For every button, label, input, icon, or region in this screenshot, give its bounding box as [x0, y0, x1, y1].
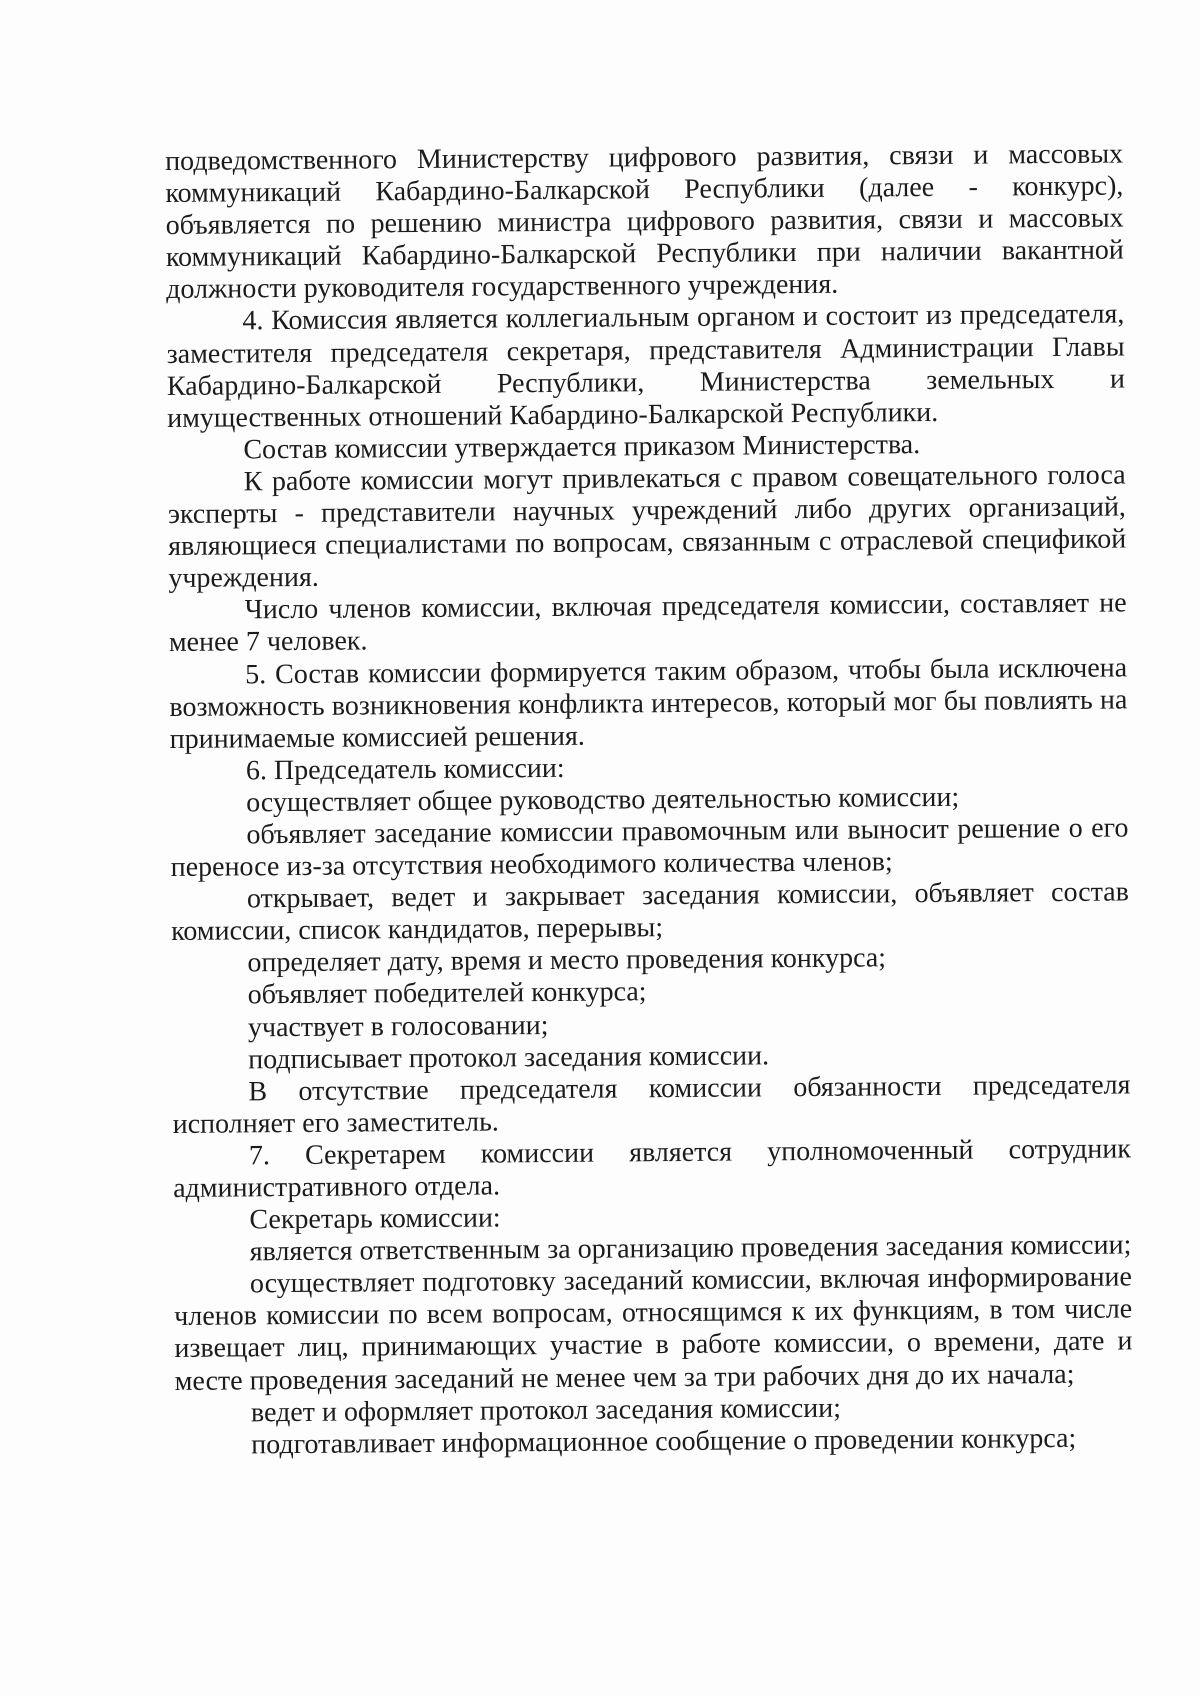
- paragraph-secretary-duty-3: ведет и оформляет протокол заседания комиссии;: [250, 1392, 842, 1429]
- paragraph-experts: К работе комиссии могут привлекаться с правом совещательного голоса эксперты - представители научных учреждений либо других организаций, являющиеся специалистами по вопросам, связанным с отраслевой спецификой учреждения.: [167, 459, 1127, 595]
- paragraph-chair-duty-6: участвует в голосовании;: [247, 1009, 549, 1043]
- paragraph-chair-duty-5: объявляет победителей конкурса;: [247, 976, 647, 1011]
- paragraph-secretary-duty-1: является ответственным за организацию проведения заседания комиссии;: [249, 1229, 1132, 1268]
- paragraph-secretary-duty-2: осуществляет подготовку заседаний комиссии, включая информирование членов комиссии по всем вопросам, относящимся к их функциям, в том числе извещает лиц, принимающих участие в работе комиссии, о времени, дате и месте проведения заседаний не менее чем за три рабочих дня до их начала;: [174, 1261, 1133, 1397]
- paragraph-composition: Состав комиссии утверждается приказом Министерства.: [243, 428, 921, 466]
- paragraph-chair-duty-3: открывает, ведет и закрывает заседания комиссии, объявляет состав комиссии, список кандидатов, перерывы;: [171, 876, 1130, 948]
- paragraph-member-count: Число членов комиссии, включая председателя комиссии, составляет не менее 7 человек.: [168, 587, 1127, 659]
- document-body: [165, 138, 1133, 1461]
- paragraph-secretary-heading: Секретарь комиссии:: [249, 1202, 501, 1236]
- paragraph-intro: подведомственного Министерству цифрового развития, связи и массовых коммуникаций Кабардино-Балкарской Республики (далее - конкурс), объявляется по решению министра цифрового развития, связи и массовых коммуникаций Кабардино-Балкарской Республики при наличии вакантной должности руководителя государственного учреждения.: [165, 138, 1124, 306]
- paragraph-chair-duty-4: определяет дату, время и место проведения конкурса;: [247, 942, 887, 979]
- paragraph-item-5: 5. Состав комиссии формируется таким образом, чтобы была исключена возможность возникновения конфликта интересов, который мог бы повлиять на принимаемые комиссией решения.: [169, 651, 1128, 755]
- paragraph-item-4: 4. Комиссия является коллегиальным органом и состоит из председателя, заместителя председателя секретаря, представителя Администрации Главы Кабардино-Балкарской Республики, Министерства земельных и имущественных отношений Кабардино-Балкарской Республики.: [166, 298, 1125, 434]
- paragraph-chair-duty-2: объявляет заседание комиссии правомочным или выносит решение о его переносе из-за отсутствия необходимого количества членов;: [170, 812, 1129, 884]
- paragraph-secretary-duty-4: подготавливает информационное сообщение о проведении конкурса;: [251, 1422, 1077, 1461]
- paragraph-chair-duty-1: осуществляет общее руководство деятельностью комиссии;: [246, 781, 960, 819]
- paragraph-item-6: 6. Председатель комиссии:: [245, 752, 565, 787]
- paragraph-deputy: В отсутствие председателя комиссии обязанности председателя исполняет его заместитель.: [172, 1069, 1131, 1140]
- paragraph-item-7: 7. Секретарем комиссии является уполномоченный сотрудник административного отдела.: [173, 1133, 1132, 1204]
- paragraph-chair-duty-7: подписывает протокол заседания комиссии.: [248, 1039, 770, 1075]
